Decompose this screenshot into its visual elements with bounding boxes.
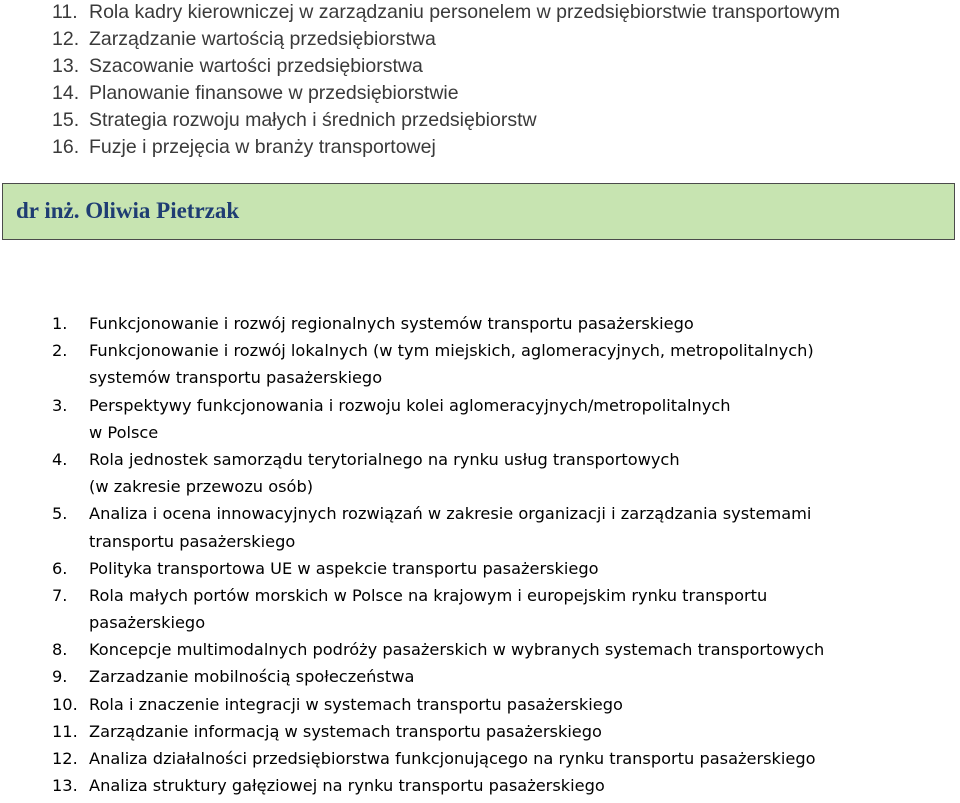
item-text: Zarzadzanie mobilnością społeczeństwa <box>89 667 415 687</box>
item-text: Rola i znaczenie integracji w systemach transportu pasażerskiego <box>89 694 623 714</box>
list-item <box>0 691 960 718</box>
item-text: Fuzje i przejęcia w branży transportowej <box>89 136 436 158</box>
item-number: 5. <box>52 504 68 524</box>
item-text: Analiza i ocena innowacyjnych rozwiązań w zakresie organizacji i zarządzania systemami <box>89 504 812 524</box>
item-text-continued: (w zakresie przewozu osób) <box>89 477 314 497</box>
item-text: Szacowanie wartości przedsiębiorstwa <box>89 55 423 77</box>
item-number: 9. <box>52 667 68 687</box>
item-number: 11. <box>52 721 78 741</box>
topic-list-previous-supervisor <box>0 0 960 162</box>
list-item <box>0 392 960 446</box>
list-item <box>0 745 960 772</box>
item-number: 13. <box>52 776 78 796</box>
list-item <box>0 81 960 108</box>
item-number: 15. <box>52 109 80 131</box>
topic-list-supervisor <box>0 310 960 799</box>
item-text: Koncepcje multimodalnych podróży pasażerskich w wybranych systemach transportowych <box>89 640 825 660</box>
list-item <box>0 54 960 81</box>
list-item <box>0 135 960 162</box>
supervisor-header-box <box>2 183 955 240</box>
item-number: 11. <box>52 1 78 23</box>
item-number: 10. <box>52 694 78 714</box>
item-text-continued: transportu pasażerskiego <box>89 531 296 551</box>
item-text-continued: systemów transportu pasażerskiego <box>89 368 383 388</box>
item-number: 7. <box>52 585 68 605</box>
list-item <box>0 310 960 337</box>
list-item <box>0 663 960 690</box>
item-text: Funkcjonowanie i rozwój regionalnych systemów transportu pasażerskiego <box>89 314 694 333</box>
item-text: Zarządzanie wartością przedsiębiorstwa <box>89 28 436 50</box>
list-item <box>0 718 960 745</box>
item-number: 13. <box>52 55 80 77</box>
list-item <box>0 27 960 54</box>
item-number: 16. <box>52 136 80 158</box>
item-text: Funkcjonowanie i rozwój lokalnych (w tym miejskich, aglomeracyjnych, metropolitalnych) <box>89 341 814 361</box>
list-item <box>0 555 960 582</box>
item-text: Rola jednostek samorządu terytorialnego na rynku usług transportowych <box>89 449 680 469</box>
supervisor-name: dr inż. Oliwia Pietrzak <box>16 198 240 223</box>
item-text-continued: w Polsce <box>89 422 159 442</box>
item-text: Planowanie finansowe w przedsiębiorstwie <box>89 82 459 104</box>
item-number: 14. <box>52 82 80 104</box>
item-number: 2. <box>52 341 68 361</box>
item-text: Analiza struktury gałęziowej na rynku transportu pasażerskiego <box>89 776 605 796</box>
item-text: Strategia rozwoju małych i średnich przedsiębiorstw <box>89 109 537 131</box>
item-number: 1. <box>52 314 68 333</box>
item-text: Zarządzanie informacją w systemach transportu pasażerskiego <box>89 721 602 741</box>
list-item <box>0 0 960 27</box>
list-item <box>0 500 960 554</box>
item-number: 4. <box>52 449 68 469</box>
list-item <box>0 582 960 636</box>
item-text-continued: pasażerskiego <box>89 613 206 633</box>
item-text: Rola kadry kierowniczej w zarządzaniu personelem w przedsiębiorstwie transportowym <box>89 1 841 23</box>
list-item <box>0 636 960 663</box>
item-text: Analiza działalności przedsiębiorstwa funkcjonującego na rynku transportu pasażerskiego <box>89 749 816 768</box>
item-number: 12. <box>52 749 78 768</box>
item-number: 12. <box>52 28 80 50</box>
item-text: Perspektywy funkcjonowania i rozwoju kolei aglomeracyjnych/metropolitalnych <box>89 395 731 415</box>
item-number: 8. <box>52 640 68 660</box>
list-item <box>0 772 960 799</box>
item-number: 3. <box>52 395 68 415</box>
list-item <box>0 446 960 500</box>
item-number: 6. <box>52 558 68 578</box>
list-item <box>0 108 960 135</box>
list-item <box>0 337 960 391</box>
item-text: Rola małych portów morskich w Polsce na krajowym i europejskim rynku transportu <box>89 585 768 605</box>
item-text: Polityka transportowa UE w aspekcie transportu pasażerskiego <box>89 558 599 578</box>
